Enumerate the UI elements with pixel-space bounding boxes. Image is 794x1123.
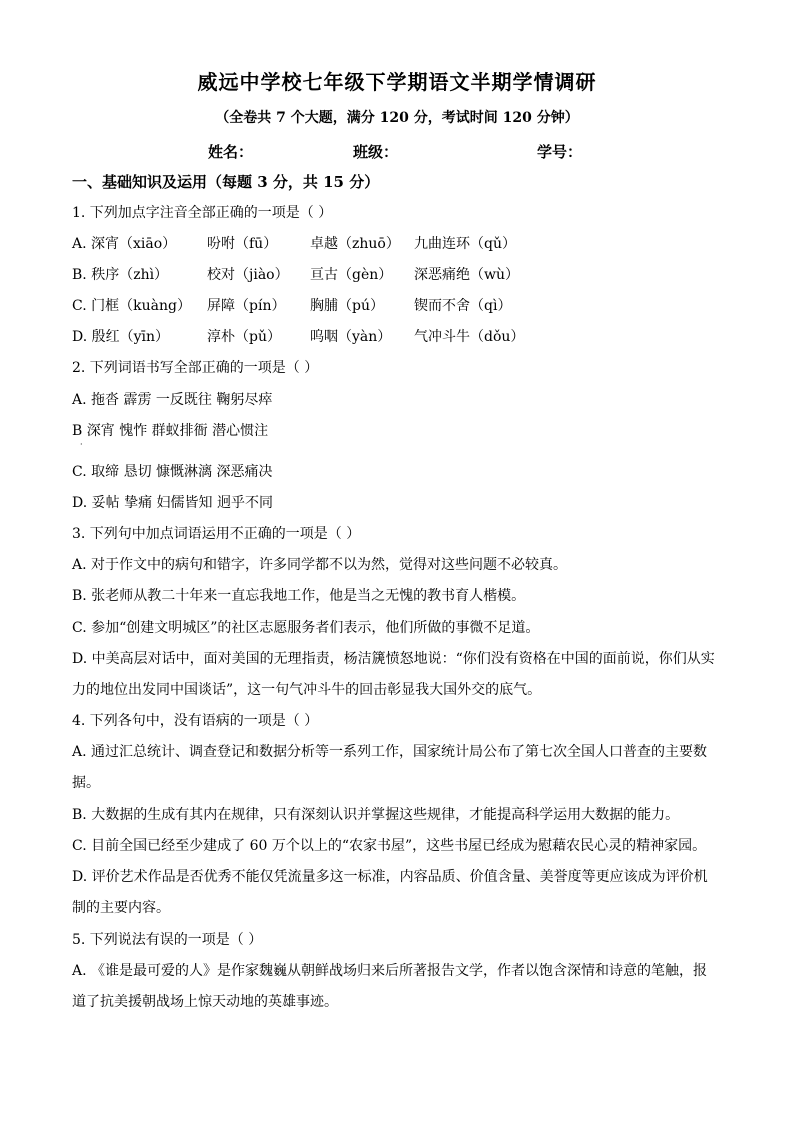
q2-option-d: D. 妥帖 挚痛 妇儒皆知 迥乎不同 [72,495,273,511]
q4-option-c: C. 目前全国已经至少建成了 60 万个以上的“农家书屋”，这些书屋已经成为慰藉农民心灵的精神家园。 [72,838,707,854]
q1-option-b-1: B. 秩序（zhì） [72,267,169,283]
q3-option-b: B. 张老师从教二十年来一直忘我地工作，他是当之无愧的教书育人楷模。 [72,588,526,604]
q2-option-a: A. 拖沓 霹雳 一反既往 鞠躬尽瘁 [72,392,273,408]
q1-option-a-1: A. 深宵（xiāo） [72,236,177,252]
q2-option-c: C. 取缔 恳切 慷慨淋漓 深恶痛决 [72,464,273,480]
exam-title: 威远中学校七年级下学期语文半期学情调研 [197,70,597,94]
q3-stem: 3. 下列句中加点词语运用不正确的一项是（ ） [72,526,361,542]
q4-stem: 4. 下列各句中，没有语病的一项是（ ） [72,713,319,729]
stray-dot-mark: · [80,440,83,449]
q1-option-c-3: 胸脯（pú） [310,298,384,314]
q5-option-a: A. 《谁是最可爱的人》是作家魏巍从朝鲜战场归来后所著报告文学，作者以饱含深情和诗意的笔触，报道了抗美援朝战场上惊天动地的英雄事迹。 [72,963,708,1010]
q4-option-d: D. 评价艺术作品是否优秀不能仅凭流量多这一标准，内容品质、价值含量、美誉度等更应该成为评价机制的主要内容。 [72,869,708,916]
student-id-label: 学号： [537,143,583,161]
q3-option-a: A. 对于作文中的病句和错字，许多同学都不以为然，觉得对这些问题不必较真。 [72,557,568,573]
q2-option-b: B 深宵 愧怍 群蚁排衙 潜心惯注 [72,423,269,439]
q4-option-a: A. 通过汇总统计、调查登记和数据分析等一系列工作，国家统计局公布了第七次全国人口普查的主要数据。 [72,744,708,791]
q1-option-a-2: 吩咐（fū） [207,236,278,252]
name-label: 姓名： [208,143,254,161]
q1-stem: 1. 下列加点字注音全部正确的一项是（ ） [72,205,333,221]
section-heading: 一、基础知识及运用（每题 3 分，共 15 分） [72,173,380,191]
q1-option-d-3: 呜咽（yàn） [310,329,392,345]
q2-stem: 2. 下列词语书写全部正确的一项是（ ） [72,360,319,376]
q1-option-a-3: 卓越（zhuō） [310,236,400,252]
q1-option-b-4: 深恶痛绝（wù） [414,267,519,283]
q1-option-c-1: C. 门框（kuàng） [72,298,191,314]
class-label: 班级： [353,143,399,161]
q1-option-a-4: 九曲连环（qǔ） [414,236,516,252]
q3-option-c: C. 参加“创建文明城区”的社区志愿服务者们表示，他们所做的事微不足道。 [72,620,540,636]
exam-subtitle: （全卷共 7 个大题，满分 120 分，考试时间 120 分钟） [215,110,579,126]
q4-option-b: B. 大数据的生成有其内在规律，只有深刻认识并掌握这些规律，才能提高科学运用大数据的能力。 [72,807,680,823]
q1-option-d-2: 淳朴（pǔ） [207,329,281,345]
q3-option-d: D. 中美高层对话中，面对美国的无理指责，杨洁篪愤怒地说：“你们没有资格在中国的面前说，你们从实力的地位出发同中国谈话”，这一句气冲斗牛的回击彰显我大国外交的底气。 [72,651,715,698]
q1-option-d-1: D. 殷红（yīn） [72,329,170,345]
q1-option-b-3: 亘古（gèn） [310,267,393,283]
q1-option-d-4: 气冲斗牛（dǒu） [414,329,525,345]
q1-option-c-4: 锲而不舍（qì） [414,298,512,314]
q1-option-b-2: 校对（jiào） [207,267,289,283]
q5-stem: 5. 下列说法有误的一项是（ ） [72,932,263,948]
q1-option-c-2: 屏障（pín） [207,298,286,314]
